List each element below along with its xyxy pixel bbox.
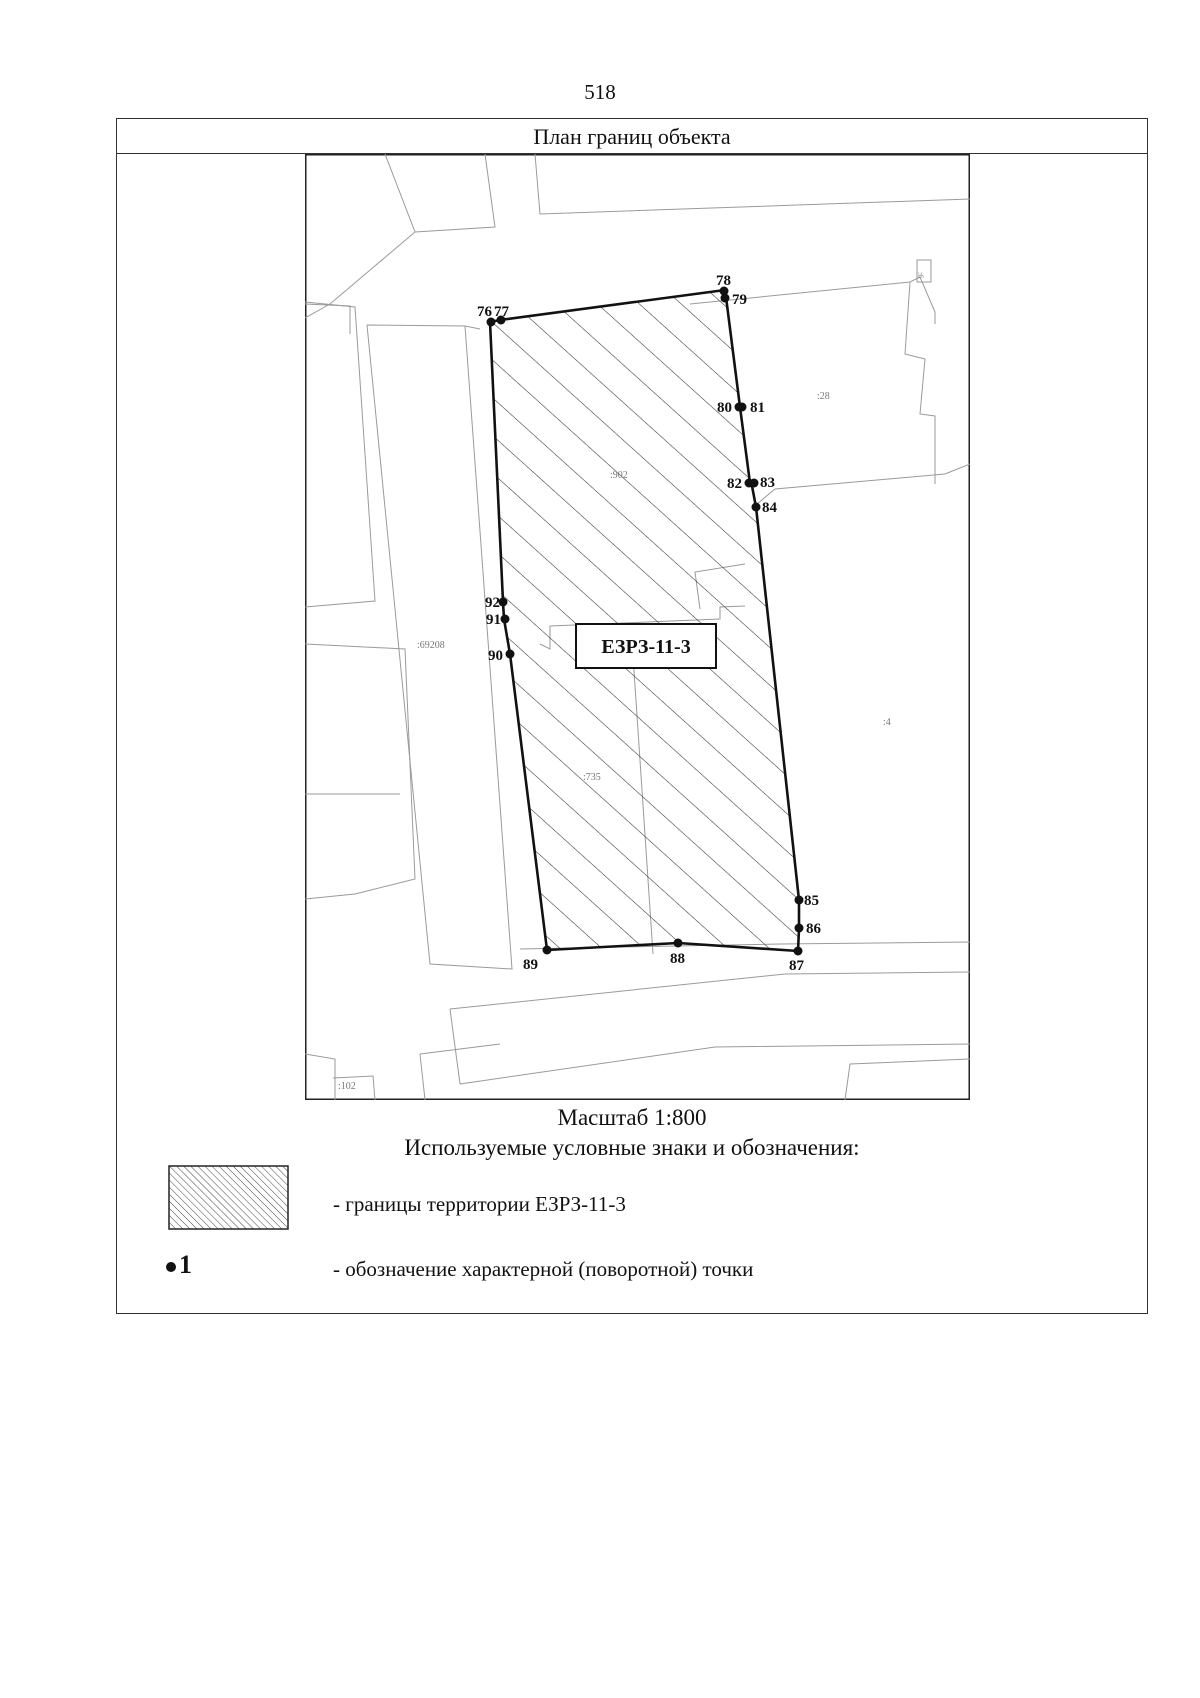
- point-label-86: 86: [806, 921, 821, 937]
- point-label-83: 83: [760, 475, 775, 491]
- point-label-88: 88: [670, 951, 685, 967]
- point-88-dot: [674, 939, 683, 948]
- point-85-dot: [795, 896, 804, 905]
- point-label-84: 84: [762, 500, 777, 516]
- point-79-dot: [721, 294, 730, 303]
- page-number: 518: [584, 80, 616, 104]
- point-83-dot: [750, 479, 759, 488]
- legend-point-dot: [166, 1262, 176, 1272]
- zone-label: ЕЗРЗ-11-3: [601, 636, 691, 658]
- zone-label-box: [576, 624, 716, 668]
- map-canvas: [305, 154, 970, 1100]
- point-87-dot: [794, 947, 803, 956]
- point-label-78: 78: [716, 273, 731, 289]
- point-label-87: 87: [789, 958, 804, 974]
- point-89-dot: [543, 946, 552, 955]
- point-label-92: 92: [485, 595, 500, 611]
- parcel-label-28: :28: [817, 391, 830, 402]
- point-86-dot: [795, 924, 804, 933]
- parcel-label-735: :735: [583, 772, 601, 783]
- legend-point-number: 1: [179, 1250, 192, 1279]
- legend-point-text: - обозначение характерной (поворотной) точки: [333, 1257, 754, 1281]
- point-label-90: 90: [488, 648, 503, 664]
- boundary-plan-map: [305, 154, 970, 1100]
- frame-title: План границ объекта: [533, 124, 731, 149]
- point-84-dot: [752, 503, 761, 512]
- point-label-79: 79: [732, 292, 747, 308]
- parcel-label-902: :902: [610, 470, 628, 481]
- legend-hatch-swatch: [168, 1165, 289, 1230]
- point-91-dot: [501, 615, 510, 624]
- point-label-80: 80: [717, 400, 732, 416]
- point-label-82: 82: [727, 476, 742, 492]
- point-label-85: 85: [804, 893, 819, 909]
- parcel-label-69208: :69208: [417, 640, 445, 651]
- legend-title: Используемые условные знаки и обозначения:: [404, 1135, 860, 1160]
- parcel-label-4: :4: [883, 717, 891, 728]
- point-label-76: 76: [477, 304, 492, 320]
- parcel-label-6: :6: [916, 272, 925, 279]
- point-81-dot: [738, 403, 747, 412]
- parcel-label-102: :102: [338, 1081, 356, 1092]
- legend-point-symbol: [166, 1250, 192, 1280]
- map-scale: Масштаб 1:800: [557, 1105, 707, 1130]
- point-90-dot: [506, 650, 515, 659]
- legend-hatched-area-text: - границы территории ЕЗРЗ-11-3: [333, 1192, 626, 1216]
- point-label-91: 91: [486, 612, 501, 628]
- point-label-89: 89: [523, 957, 538, 973]
- point-label-81: 81: [750, 400, 765, 416]
- point-label-77: 77: [494, 304, 509, 320]
